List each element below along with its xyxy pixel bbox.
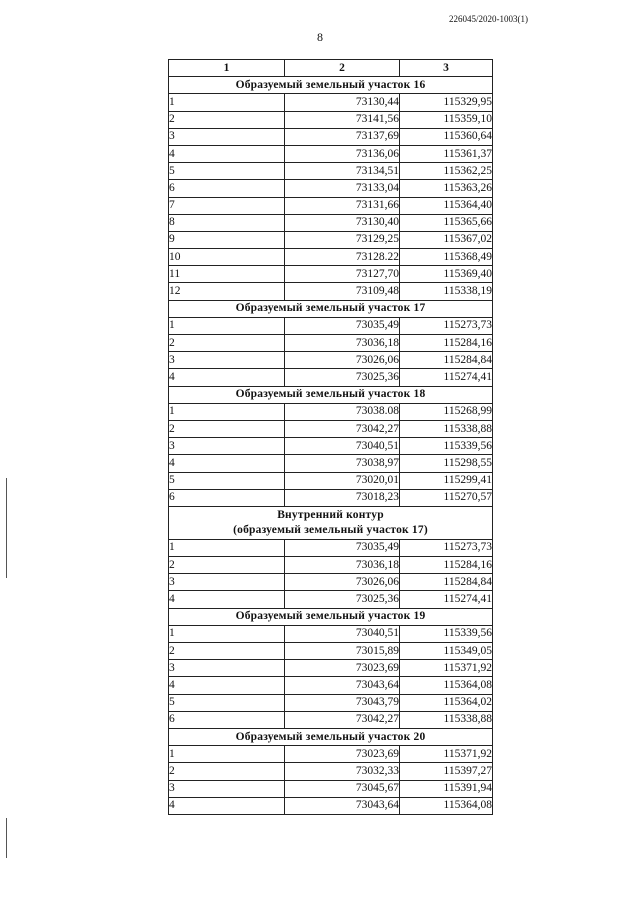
table-row bbox=[169, 335, 493, 352]
section-title-text: Образуемый земельный участок 20 bbox=[235, 730, 426, 743]
section-title-row bbox=[169, 77, 493, 94]
table-row bbox=[169, 643, 493, 660]
point-number: 6 bbox=[169, 489, 285, 506]
point-number: 9 bbox=[169, 231, 285, 248]
coordinate-y: 115270,57 bbox=[400, 489, 493, 506]
coordinate-x: 73134,51 bbox=[285, 163, 400, 180]
section-title-text: Внутренний контур bbox=[277, 508, 384, 521]
coordinate-x: 73043,79 bbox=[285, 694, 400, 711]
table-row bbox=[169, 694, 493, 711]
coordinate-x: 73133,04 bbox=[285, 180, 400, 197]
point-number: 5 bbox=[169, 694, 285, 711]
scan-margin-line bbox=[6, 478, 7, 578]
point-number: 6 bbox=[169, 180, 285, 197]
coordinate-y: 115339,56 bbox=[400, 625, 493, 642]
table-body bbox=[169, 77, 493, 815]
point-number: 1 bbox=[169, 746, 285, 763]
coordinate-x: 73038.08 bbox=[285, 403, 400, 420]
point-number: 3 bbox=[169, 438, 285, 455]
coordinate-x: 73038,97 bbox=[285, 455, 400, 472]
coordinate-x: 73043,64 bbox=[285, 797, 400, 814]
coordinate-y: 115391,94 bbox=[400, 780, 493, 797]
coordinate-y: 115274,41 bbox=[400, 591, 493, 608]
coordinate-x: 73040,51 bbox=[285, 625, 400, 642]
section-title-row bbox=[169, 608, 493, 625]
table-row bbox=[169, 539, 493, 556]
point-number: 10 bbox=[169, 249, 285, 266]
table-row bbox=[169, 438, 493, 455]
coordinate-x: 73130,44 bbox=[285, 94, 400, 111]
coordinate-y: 115364,02 bbox=[400, 694, 493, 711]
coordinate-x: 73032,33 bbox=[285, 763, 400, 780]
coordinate-y: 115339,56 bbox=[400, 438, 493, 455]
point-number: 1 bbox=[169, 94, 285, 111]
table-row bbox=[169, 128, 493, 145]
table-row bbox=[169, 369, 493, 386]
coordinate-x: 73035,49 bbox=[285, 317, 400, 334]
table-row bbox=[169, 797, 493, 814]
table-row bbox=[169, 94, 493, 111]
point-number: 4 bbox=[169, 145, 285, 162]
coordinate-y: 115284,16 bbox=[400, 335, 493, 352]
coordinate-y: 115329,95 bbox=[400, 94, 493, 111]
header-col-1: 1 bbox=[169, 60, 285, 77]
coordinate-x: 73042,27 bbox=[285, 711, 400, 728]
table-row bbox=[169, 231, 493, 248]
table-row bbox=[169, 403, 493, 420]
coordinate-x: 73023,69 bbox=[285, 746, 400, 763]
coordinate-y: 115284,84 bbox=[400, 574, 493, 591]
coordinate-y: 115362,25 bbox=[400, 163, 493, 180]
coordinate-x: 73129,25 bbox=[285, 231, 400, 248]
coordinate-y: 115284,16 bbox=[400, 557, 493, 574]
coordinate-y: 115268,99 bbox=[400, 403, 493, 420]
point-number: 4 bbox=[169, 797, 285, 814]
table-row bbox=[169, 111, 493, 128]
point-number: 1 bbox=[169, 539, 285, 556]
table-row bbox=[169, 763, 493, 780]
coordinate-x: 73043,64 bbox=[285, 677, 400, 694]
coordinate-x: 73035,49 bbox=[285, 539, 400, 556]
coordinate-x: 73137,69 bbox=[285, 128, 400, 145]
coordinate-x: 73042,27 bbox=[285, 420, 400, 437]
point-number: 4 bbox=[169, 591, 285, 608]
table-row bbox=[169, 455, 493, 472]
section-title-text: Образуемый земельный участок 17 bbox=[235, 302, 426, 315]
section-title bbox=[169, 506, 493, 539]
coordinate-x: 73036,18 bbox=[285, 557, 400, 574]
section-title bbox=[169, 608, 493, 625]
section-title-text: Образуемый земельный участок 18 bbox=[235, 388, 426, 401]
coordinate-y: 115371,92 bbox=[400, 746, 493, 763]
coordinate-y: 115274,41 bbox=[400, 369, 493, 386]
section-title bbox=[169, 728, 493, 745]
section-title-text: Образуемый земельный участок 19 bbox=[235, 610, 426, 623]
point-number: 7 bbox=[169, 197, 285, 214]
coordinate-x: 73023,69 bbox=[285, 660, 400, 677]
coordinate-x: 73015,89 bbox=[285, 643, 400, 660]
scan-margin-line bbox=[6, 818, 7, 858]
point-number: 3 bbox=[169, 128, 285, 145]
table-row bbox=[169, 489, 493, 506]
point-number: 5 bbox=[169, 163, 285, 180]
coordinate-y: 115349,05 bbox=[400, 643, 493, 660]
coordinate-y: 115284,84 bbox=[400, 352, 493, 369]
coordinate-y: 115273,73 bbox=[400, 539, 493, 556]
coordinate-x: 73045,67 bbox=[285, 780, 400, 797]
table-row bbox=[169, 677, 493, 694]
header-col-3: 3 bbox=[400, 60, 493, 77]
coordinate-y: 115364,40 bbox=[400, 197, 493, 214]
table-row bbox=[169, 317, 493, 334]
coordinate-y: 115364,08 bbox=[400, 797, 493, 814]
coordinate-x: 73036,18 bbox=[285, 335, 400, 352]
point-number: 2 bbox=[169, 420, 285, 437]
coordinate-y: 115363,26 bbox=[400, 180, 493, 197]
table-row bbox=[169, 591, 493, 608]
coordinate-x: 73025,36 bbox=[285, 369, 400, 386]
point-number: 2 bbox=[169, 111, 285, 128]
table-row bbox=[169, 625, 493, 642]
table-row bbox=[169, 214, 493, 231]
coordinate-x: 73018,23 bbox=[285, 489, 400, 506]
point-number: 4 bbox=[169, 369, 285, 386]
header-col-2: 2 bbox=[285, 60, 400, 77]
table-row bbox=[169, 780, 493, 797]
table-row bbox=[169, 557, 493, 574]
coordinate-y: 115338,88 bbox=[400, 711, 493, 728]
table-row bbox=[169, 420, 493, 437]
point-number: 4 bbox=[169, 455, 285, 472]
coordinate-x: 73131,66 bbox=[285, 197, 400, 214]
coordinate-x: 73130,40 bbox=[285, 214, 400, 231]
coordinate-x: 73025,36 bbox=[285, 591, 400, 608]
coordinate-y: 115368,49 bbox=[400, 249, 493, 266]
table-row bbox=[169, 283, 493, 300]
coordinates-table bbox=[168, 59, 493, 815]
point-number: 1 bbox=[169, 625, 285, 642]
coordinate-x: 73040,51 bbox=[285, 438, 400, 455]
point-number: 3 bbox=[169, 780, 285, 797]
table-row bbox=[169, 163, 493, 180]
point-number: 12 bbox=[169, 283, 285, 300]
coordinate-y: 115360,64 bbox=[400, 128, 493, 145]
coordinate-y: 115365,66 bbox=[400, 214, 493, 231]
table-row bbox=[169, 249, 493, 266]
table-row bbox=[169, 660, 493, 677]
point-number: 5 bbox=[169, 472, 285, 489]
point-number: 2 bbox=[169, 557, 285, 574]
point-number: 8 bbox=[169, 214, 285, 231]
table-header-row bbox=[169, 60, 493, 77]
coordinate-y: 115359,10 bbox=[400, 111, 493, 128]
table-row bbox=[169, 180, 493, 197]
table-row bbox=[169, 266, 493, 283]
coordinate-x: 73141,56 bbox=[285, 111, 400, 128]
table-row bbox=[169, 197, 493, 214]
coordinate-x: 73127,70 bbox=[285, 266, 400, 283]
coordinate-y: 115371,92 bbox=[400, 660, 493, 677]
point-number: 2 bbox=[169, 763, 285, 780]
table-row bbox=[169, 574, 493, 591]
point-number: 1 bbox=[169, 403, 285, 420]
document-id: 226045/2020-1003(1) bbox=[449, 14, 528, 24]
section-title-text: Образуемый земельный участок 16 bbox=[235, 78, 426, 91]
point-number: 3 bbox=[169, 660, 285, 677]
coordinate-y: 115369,40 bbox=[400, 266, 493, 283]
coordinate-x: 73128.22 bbox=[285, 249, 400, 266]
table-row bbox=[169, 352, 493, 369]
point-number: 3 bbox=[169, 574, 285, 591]
point-number: 2 bbox=[169, 643, 285, 660]
section-title-row bbox=[169, 728, 493, 745]
point-number: 2 bbox=[169, 335, 285, 352]
coordinate-x: 73026,06 bbox=[285, 352, 400, 369]
table-row bbox=[169, 746, 493, 763]
coordinate-y: 115364,08 bbox=[400, 677, 493, 694]
table-row bbox=[169, 145, 493, 162]
section-title-row bbox=[169, 300, 493, 317]
point-number: 4 bbox=[169, 677, 285, 694]
point-number: 1 bbox=[169, 317, 285, 334]
coordinate-y: 115338,88 bbox=[400, 420, 493, 437]
section-title bbox=[169, 77, 493, 94]
section-title-row bbox=[169, 506, 493, 539]
coordinate-x: 73136,06 bbox=[285, 145, 400, 162]
coordinate-y: 115298,55 bbox=[400, 455, 493, 472]
section-title-row bbox=[169, 386, 493, 403]
point-number: 6 bbox=[169, 711, 285, 728]
coordinate-x: 73026,06 bbox=[285, 574, 400, 591]
table-row bbox=[169, 472, 493, 489]
coordinate-y: 115367,02 bbox=[400, 231, 493, 248]
coordinate-x: 73109,48 bbox=[285, 283, 400, 300]
coordinate-y: 115273,73 bbox=[400, 317, 493, 334]
coordinate-y: 115299,41 bbox=[400, 472, 493, 489]
point-number: 3 bbox=[169, 352, 285, 369]
coordinate-x: 73020,01 bbox=[285, 472, 400, 489]
coordinate-y: 115361,37 bbox=[400, 145, 493, 162]
page-number: 8 bbox=[317, 30, 323, 44]
table-row bbox=[169, 711, 493, 728]
section-title bbox=[169, 300, 493, 317]
point-number: 11 bbox=[169, 266, 285, 283]
section-title bbox=[169, 386, 493, 403]
coordinate-y: 115397,27 bbox=[400, 763, 493, 780]
coordinate-y: 115338,19 bbox=[400, 283, 493, 300]
section-subtitle-text: (образуемый земельный участок 17) bbox=[233, 523, 428, 536]
